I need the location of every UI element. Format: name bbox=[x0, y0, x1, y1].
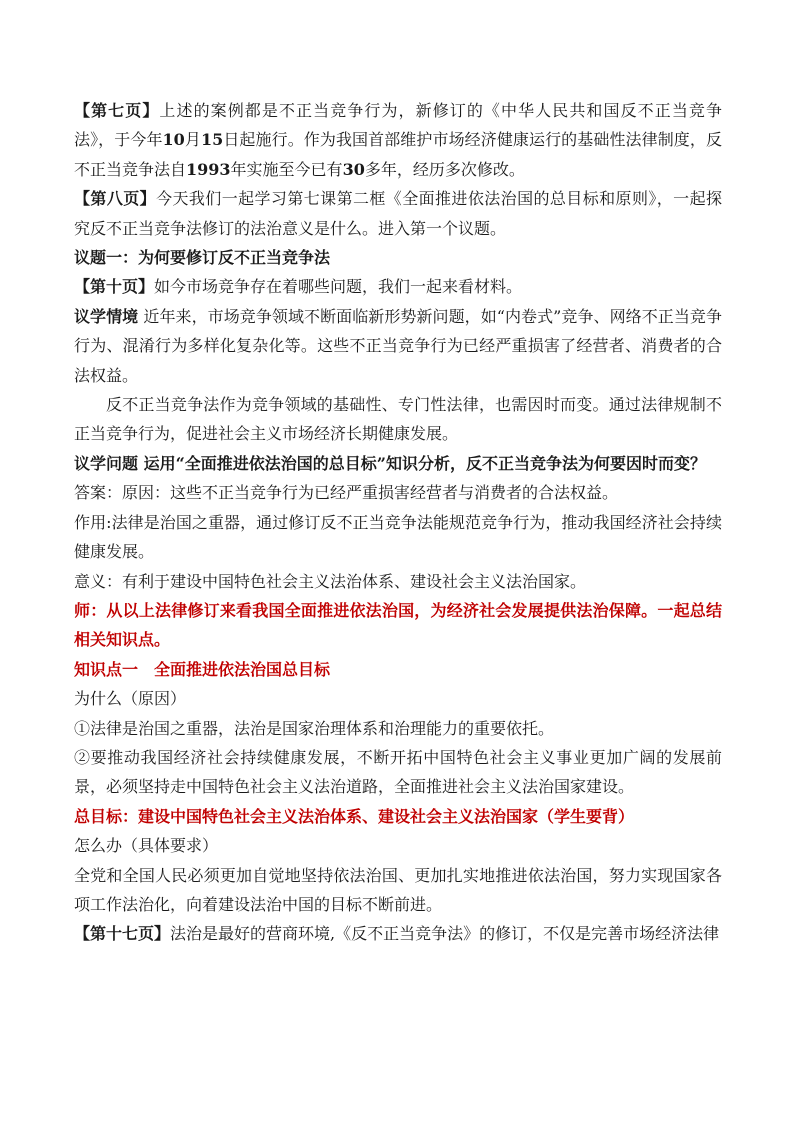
question-label: 议学问题 bbox=[74, 453, 139, 473]
paragraph-page8 bbox=[74, 184, 722, 243]
reason-item-2: ②要推动我国经济社会持续健康发展，不断开拓中国特色社会主义事业更加广阔的发展前景，必须坚持走中国特色社会主义法治道路，全面推进社会主义法治国家建设。 bbox=[74, 747, 722, 797]
paragraph-page10 bbox=[74, 272, 722, 301]
how-heading: 怎么办（具体要求） bbox=[74, 836, 219, 856]
paragraph-text: 多年，经历多次修改。 bbox=[364, 159, 525, 179]
paragraph-text: 日起施行。作为我国首部维护市场经济健康运行的基础性法律制度，反不正当竞争法自 bbox=[74, 130, 722, 179]
paragraph-text: 法治是最好的营商环境,《反不正当竞争法》的修订，不仅是完善市场经济法律 bbox=[170, 924, 720, 944]
question-text: 运用“全面推进依法治国的总目标”知识分析，反不正当竞争法为何要因时而变？ bbox=[138, 453, 706, 473]
overall-goal: 总目标：建设中国特色社会主义法治体系、建设社会主义法治国家（学生要背） bbox=[74, 806, 635, 826]
answer-significance: 意义：有利于建设中国特色社会主义法治体系、建设社会主义法治国家。 bbox=[74, 571, 587, 591]
number-year: 1993 bbox=[186, 159, 231, 179]
paragraph-text: 如今市场竞争存在着哪些问题，我们一起来看材料。 bbox=[154, 277, 523, 297]
page-tag: 【第十页】 bbox=[74, 277, 155, 297]
paragraph-scenario bbox=[74, 302, 722, 390]
paragraph-page17 bbox=[74, 919, 722, 948]
reason-item-1: ①法律是治国之重器，法治是国家治理体系和治理能力的重要依托。 bbox=[74, 718, 555, 738]
paragraph-text: 月 bbox=[184, 130, 201, 150]
teacher-summary: 师：从以上法律修订来看我国全面推进依法治国，为经济社会发展提供法治保障。一起总结相关知识点。 bbox=[74, 600, 722, 650]
paragraph-page7 bbox=[74, 96, 722, 184]
page-tag: 【第七页】 bbox=[74, 101, 160, 120]
answer-reason: 答案：原因：这些不正当竞争行为已经严重损害经营者与消费者的合法权益。 bbox=[74, 483, 619, 503]
paragraph-question bbox=[74, 449, 722, 478]
page-tag: 【第十七页】 bbox=[74, 924, 171, 944]
topic-heading: 议题一：为何要修订反不正当竞争法 bbox=[74, 248, 331, 268]
paragraph-text: 今天我们一起学习第七课第二框《全面推进依法治国的总目标和原则》，一起探究反不正当竞争法修订的法治意义是什么。进入第一个议题。 bbox=[74, 189, 722, 238]
requirement-text: 全党和全国人民必须更加自觉地坚持依法治国、更加扎实地推进依法治国，努力实现国家各项工作法治化，向着建设法治中国的目标不断前进。 bbox=[74, 865, 722, 914]
number-day: 15 bbox=[200, 130, 224, 150]
scenario-label: 议学情境 bbox=[74, 306, 139, 326]
answer-effect: 作用:法律是治国之重器，通过修订反不正当竞争法能规范竞争行为，推动我国经济社会持续健康发展。 bbox=[74, 512, 722, 562]
page-tag: 【第八页】 bbox=[74, 189, 157, 209]
paragraph-text: 近年来，市场竞争领域不断面临新形势新问题，如“内卷式”竞争、网络不正当竞争行为、混淆行为多样化复杂化等。这些不正当竞争行为已经严重损害了经营者、消费者的合法权益。 bbox=[74, 306, 722, 385]
paragraph-text: 上述的案例都是不正当竞争行为，新修订的《中华人民共和国反不正当竞争法》，于今年 bbox=[74, 101, 722, 150]
knowledge-point-heading: 知识点一 全面推进依法治国总目标 bbox=[74, 659, 331, 679]
number-month: 10 bbox=[162, 130, 185, 150]
paragraph-law-change: 反不正当竞争法作为竞争领域的基础性、专门性法律，也需因时而变。通过法律规制不正当竞争行为，促进社会主义市场经济长期健康发展。 bbox=[74, 395, 722, 444]
number-years: 30 bbox=[342, 159, 365, 179]
why-heading: 为什么（原因） bbox=[74, 689, 187, 709]
paragraph-text: 年实施至今已有 bbox=[230, 159, 343, 179]
